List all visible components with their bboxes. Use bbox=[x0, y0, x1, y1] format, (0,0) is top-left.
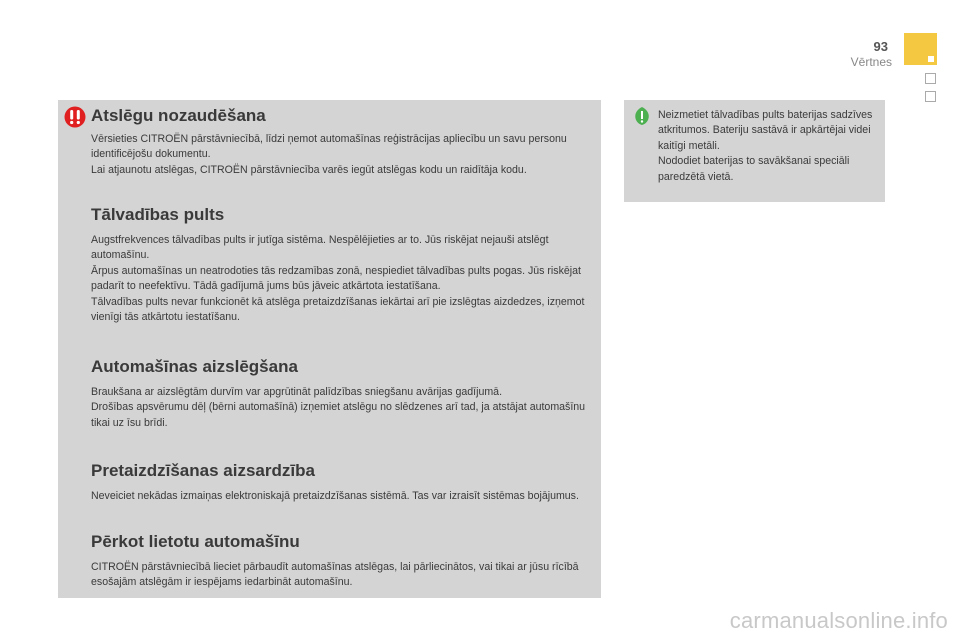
page-number: 93 bbox=[873, 39, 888, 54]
section-anti-theft bbox=[91, 460, 593, 504]
section-name: Vērtnes bbox=[850, 55, 892, 69]
section-remote-control bbox=[91, 204, 593, 325]
section-title: Pretaizdzīšanas aizsardzība bbox=[91, 461, 315, 480]
section-lost-keys bbox=[91, 105, 593, 178]
paragraph: Augstfrekvences tālvadības pults ir jutīga sistēma. Nespēlējieties ar to. Jūs riskējat nejauši atslēgt automašīnu. Ārpus automašīnas un neatrodoties tās redzamības zonā, nespiediet tālvadības pults pogas. Jūs riskējat padarīt to neefektīvu. Tādā gadījumā jums būs jāveic atkārtota iestatīšana. Tālvadības pults nevar funkcionēt kā atslēga pretaizdzīšanas iekārtai arī pie izslēgtas aizdedzes, izņemot vienīgi tās atkārtotu iestatīšanu. bbox=[91, 234, 585, 324]
paragraph: Neveiciet nekādas izmaiņas elektroniskajā pretaizdzīšanas sistēmā. Tas var izraisīt sistēmas bojājumus. bbox=[91, 490, 579, 502]
watermark: carmanualsonline.info bbox=[729, 608, 948, 633]
warning-icon bbox=[64, 106, 86, 128]
section-locking bbox=[91, 356, 593, 431]
tab-dot bbox=[928, 56, 934, 62]
section-title: Pērkot lietotu automašīnu bbox=[91, 532, 300, 551]
side-note-text: Neizmetiet tālvadības pults baterijas sadzīves atkritumos. Bateriju sastāvā ir apkārtējai videi kaitīgi metāli. Nododiet baterijas to savākšanai speciāli paredzētā vietā. bbox=[658, 109, 873, 183]
section-tab-2[interactable] bbox=[925, 91, 936, 102]
section-tab-active[interactable] bbox=[904, 33, 937, 65]
section-used-car bbox=[91, 531, 593, 591]
section-tab-1[interactable] bbox=[925, 73, 936, 84]
side-note-panel bbox=[624, 100, 885, 202]
section-title: Tālvadības pults bbox=[91, 205, 225, 224]
section-title: Automašīnas aizslēgšana bbox=[91, 357, 298, 376]
main-panel bbox=[58, 100, 601, 598]
section-title: Atslēgu nozaudēšana bbox=[91, 106, 266, 125]
paragraph: Braukšana ar aizslēgtām durvīm var apgrūtināt palīdzības sniegšanu avārijas gadījumā. Drošības apsvērumu dēļ (bērni automašīnā) izņemiet atslēgu no slēdzenes arī tad, ja atstājat automašīnu tikai uz īsu brīdi. bbox=[91, 386, 586, 429]
paragraph: Vērsieties CITROËN pārstāvniecībā, līdzi ņemot automašīnas reģistrācijas apliecību un savu personu identificējošu dokumentu. Lai atjaunotu atslēgas, CITROËN pārstāvniecība varēs iegūt atslēgas kodu un raidītāja kodu. bbox=[91, 133, 567, 176]
eco-info-icon bbox=[633, 106, 651, 126]
paragraph: CITROËN pārstāvniecībā lieciet pārbaudīt automašīnas atslēgas, lai pārliecinātos, vai tikai ar jūsu rīcībā esošajām atslēgām ir iespējams iedarbināt automašīnu. bbox=[91, 561, 579, 589]
